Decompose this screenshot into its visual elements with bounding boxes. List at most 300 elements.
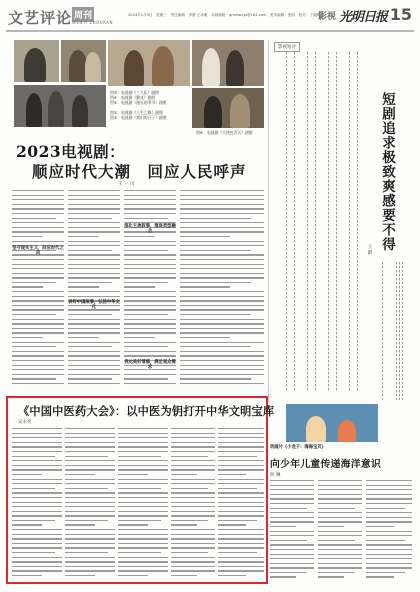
- right-article-body-1: [270, 480, 314, 584]
- text-line: [171, 520, 208, 521]
- text-line: [171, 469, 215, 470]
- text-line: [12, 222, 64, 223]
- text-line: [118, 479, 168, 480]
- text-line: [118, 451, 168, 452]
- text-line: [171, 437, 215, 438]
- text-line: [12, 374, 64, 375]
- text-line: [65, 529, 115, 530]
- text-line: [180, 360, 264, 361]
- text-line: [270, 531, 314, 532]
- text-line: [12, 365, 64, 366]
- text-line: [270, 544, 314, 545]
- text-line: [180, 323, 264, 324]
- text-line: [180, 309, 264, 310]
- text-line: [180, 365, 264, 366]
- text-line: [218, 469, 264, 470]
- text-line: [270, 498, 314, 499]
- text-line: [12, 552, 55, 553]
- text-line: [124, 259, 176, 260]
- text-line: [218, 492, 264, 493]
- text-line: [68, 277, 120, 278]
- text-line: [118, 552, 161, 553]
- text-line: [180, 190, 264, 191]
- text-line: [218, 474, 246, 475]
- text-line: [270, 512, 314, 513]
- text-line: [12, 446, 62, 447]
- text-line: [270, 576, 296, 577]
- text-line: [180, 369, 264, 370]
- text-line: [12, 547, 62, 548]
- text-line: [68, 296, 120, 297]
- text-line: [68, 342, 120, 343]
- text-line: [180, 218, 251, 219]
- text-line: [124, 300, 176, 301]
- text-line: [366, 508, 405, 509]
- text-line: [366, 535, 412, 536]
- text-line: [68, 254, 120, 255]
- text-line: [180, 300, 264, 301]
- text-line: [171, 433, 215, 434]
- text-line: [318, 544, 362, 545]
- page-number: 15: [389, 5, 412, 24]
- text-line: [270, 567, 314, 568]
- text-line: [68, 328, 120, 329]
- text-line: [218, 433, 264, 434]
- text-line: [118, 506, 168, 507]
- text-line: [270, 494, 314, 495]
- photo-caption: 图①：电视剧《人生之路》剧照: [110, 110, 163, 115]
- text-line: [118, 446, 168, 447]
- text-line: [318, 576, 344, 577]
- text-line: [68, 319, 120, 320]
- text-line: [124, 213, 176, 214]
- text-line: [12, 323, 64, 324]
- text-line: [171, 534, 215, 535]
- text-line: [270, 517, 314, 518]
- highlight-body-col-5: [218, 428, 264, 580]
- text-line: [118, 511, 168, 512]
- text-line: [171, 460, 215, 461]
- text-line: [12, 456, 55, 457]
- text-line: [171, 511, 215, 512]
- text-line: [124, 199, 176, 200]
- text-line: [124, 268, 176, 269]
- text-line: [68, 245, 120, 246]
- short-review-body-continued: [382, 262, 414, 400]
- text-line: [318, 485, 362, 486]
- text-line: [180, 199, 264, 200]
- photo-3: [14, 85, 106, 127]
- text-line: [171, 552, 208, 553]
- text-line: [366, 517, 412, 518]
- text-line: [12, 378, 56, 379]
- text-line: [366, 485, 412, 486]
- text-line: [124, 282, 168, 283]
- lead-subhead: 表达美好情感，满足观众需求: [124, 360, 176, 371]
- text-line: [180, 213, 264, 214]
- lead-subhead: 坚守现实主义，回应时代之问: [12, 246, 64, 257]
- text-line: [65, 428, 115, 429]
- text-line: [12, 433, 62, 434]
- text-line: [270, 554, 314, 555]
- text-line: [124, 305, 176, 306]
- text-line: [171, 488, 208, 489]
- cartoon-still: [286, 404, 378, 442]
- highlight-body-col-1: [12, 428, 62, 580]
- text-line: [65, 433, 115, 434]
- text-line: [12, 488, 55, 489]
- text-line: [12, 502, 62, 503]
- text-line: [180, 296, 264, 297]
- photo-1: [14, 40, 59, 82]
- text-line: [180, 245, 264, 246]
- text-line: [218, 456, 257, 457]
- text-line: [218, 497, 264, 498]
- text-line: [65, 561, 115, 562]
- text-line: [366, 494, 412, 495]
- text-line: [366, 558, 412, 559]
- short-review-body: [276, 52, 368, 392]
- text-line: [12, 561, 62, 562]
- text-line: [218, 552, 257, 553]
- text-line: [12, 442, 62, 443]
- text-line: [12, 204, 64, 205]
- text-line: [218, 511, 264, 512]
- text-line: [318, 503, 362, 504]
- text-line: [124, 309, 176, 310]
- text-line: [366, 576, 394, 577]
- text-line: [171, 456, 208, 457]
- text-line: [65, 437, 115, 438]
- text-line: [118, 524, 148, 525]
- text-line: [270, 508, 307, 509]
- highlight-body-col-4: [171, 428, 215, 580]
- text-line: [12, 575, 42, 576]
- text-line: [118, 437, 168, 438]
- text-line: [12, 286, 43, 287]
- text-line: [124, 286, 155, 287]
- text-line: [12, 259, 64, 260]
- text-line: [65, 460, 115, 461]
- text-line: [318, 535, 362, 536]
- text-line: [12, 231, 64, 232]
- text-line: [68, 195, 120, 196]
- text-line: [118, 502, 168, 503]
- text-line: [65, 446, 115, 447]
- text-line: [68, 360, 120, 361]
- text-line: [12, 469, 62, 470]
- text-line: [124, 328, 176, 329]
- photo-6: [192, 88, 264, 128]
- text-line: [180, 264, 264, 265]
- right-article-body-2: [318, 480, 362, 584]
- text-line: [180, 332, 264, 333]
- text-line: [270, 572, 307, 573]
- text-line: [12, 305, 64, 306]
- text-line: [124, 190, 176, 191]
- text-line: [180, 250, 251, 251]
- text-line: [12, 474, 42, 475]
- text-line: [124, 342, 176, 343]
- text-line: [366, 544, 412, 545]
- text-line: [118, 538, 168, 539]
- text-line: [270, 558, 314, 559]
- text-line: [12, 538, 62, 539]
- text-line: [366, 503, 412, 504]
- text-line: [118, 428, 168, 429]
- text-line: [218, 515, 264, 516]
- photo-caption: 图④：电视剧《繁花》剧照: [110, 95, 156, 101]
- text-line: [12, 236, 43, 237]
- text-line: [366, 554, 412, 555]
- text-line: [12, 199, 64, 200]
- text-line: [180, 282, 251, 283]
- text-line: [180, 259, 264, 260]
- text-line: [68, 273, 120, 274]
- text-line: [318, 494, 362, 495]
- text-line: [12, 218, 56, 219]
- text-line: [180, 286, 230, 287]
- text-line: [124, 291, 176, 292]
- text-line: [318, 521, 362, 522]
- text-line: [171, 446, 215, 447]
- text-line: [118, 460, 168, 461]
- text-line: [218, 566, 264, 567]
- text-line: [12, 291, 64, 292]
- right-article-kicker: 动画片《小龙子：海海宝贝》: [270, 445, 326, 450]
- text-line: [218, 446, 264, 447]
- short-review-author: 王 蔚: [367, 244, 372, 255]
- highlight-article-title: 《中国中医药大会》：以中医为钥打开中华文明宝库: [18, 404, 275, 418]
- text-line: [124, 323, 176, 324]
- text-line: [65, 469, 115, 470]
- text-line: [318, 567, 362, 568]
- text-line: [68, 286, 99, 287]
- text-line: [12, 460, 62, 461]
- text-line: [124, 250, 168, 251]
- text-line: [218, 529, 264, 530]
- text-line: [318, 572, 355, 573]
- text-line: [12, 208, 64, 209]
- text-line: [12, 479, 62, 480]
- highlight-article-byline: 吴永亮: [18, 420, 32, 425]
- text-line: [118, 534, 168, 535]
- text-line: [12, 328, 64, 329]
- right-article-byline: 何 琳: [270, 473, 281, 478]
- text-line: [65, 524, 95, 525]
- text-line: [124, 208, 176, 209]
- text-line: [118, 529, 168, 530]
- text-line: [12, 195, 64, 196]
- text-line: [12, 511, 62, 512]
- text-line: [65, 502, 115, 503]
- text-line: [12, 520, 55, 521]
- text-line: [68, 337, 99, 338]
- text-line: [180, 273, 264, 274]
- text-line: [180, 378, 251, 379]
- text-line: [218, 543, 264, 544]
- text-line: [218, 524, 246, 525]
- text-line: [12, 319, 64, 320]
- text-line: [12, 337, 43, 338]
- text-line: [68, 236, 99, 237]
- text-line: [218, 460, 264, 461]
- text-line: [118, 575, 148, 576]
- text-line: [12, 497, 62, 498]
- text-line: [68, 218, 112, 219]
- text-line: [180, 291, 264, 292]
- text-line: [180, 204, 264, 205]
- text-line: [68, 208, 120, 209]
- text-line: [65, 474, 95, 475]
- text-line: [180, 277, 264, 278]
- text-line: [171, 557, 215, 558]
- text-line: [318, 508, 355, 509]
- text-line: [366, 498, 412, 499]
- text-line: [124, 218, 168, 219]
- text-line: [218, 534, 264, 535]
- text-line: [68, 355, 120, 356]
- text-line: [118, 561, 168, 562]
- text-line: [180, 241, 264, 242]
- text-line: [124, 245, 176, 246]
- text-line: [12, 437, 62, 438]
- text-line: [118, 483, 168, 484]
- text-line: [124, 241, 176, 242]
- text-line: [180, 222, 264, 223]
- text-line: [218, 561, 264, 562]
- lead-byline: 王 一 川: [118, 182, 135, 187]
- text-line: [270, 485, 314, 486]
- text-line: [318, 512, 362, 513]
- text-line: [12, 190, 64, 191]
- text-line: [171, 547, 215, 548]
- text-line: [12, 570, 62, 571]
- photo-captions-right: [110, 110, 190, 120]
- photo-captions-left: [110, 90, 190, 106]
- text-line: [124, 273, 176, 274]
- text-line: [366, 563, 412, 564]
- text-line: [68, 190, 120, 191]
- text-line: [180, 319, 264, 320]
- text-line: [68, 259, 120, 260]
- text-line: [68, 291, 120, 292]
- text-line: [124, 383, 176, 384]
- text-line: [65, 456, 108, 457]
- section-tag: 周刊: [72, 7, 94, 22]
- text-line: [65, 511, 115, 512]
- text-line: [68, 268, 120, 269]
- text-line: [318, 531, 362, 532]
- text-line: [124, 332, 176, 333]
- section-name: 文艺评论: [8, 9, 73, 27]
- text-line: [171, 479, 215, 480]
- text-line: [366, 572, 405, 573]
- text-line: [12, 314, 56, 315]
- text-line: [318, 549, 362, 550]
- text-line: [12, 355, 64, 356]
- text-line: [68, 241, 120, 242]
- text-line: [218, 483, 264, 484]
- text-line: [171, 575, 197, 576]
- text-line: [12, 309, 64, 310]
- text-line: [171, 524, 197, 525]
- text-line: [68, 332, 120, 333]
- text-line: [12, 529, 62, 530]
- text-line: [180, 208, 264, 209]
- text-line: [12, 557, 62, 558]
- text-line: [65, 557, 115, 558]
- text-line: [318, 489, 362, 490]
- text-line: [218, 520, 257, 521]
- section-subtitle: WENYI ZHOUKAN: [72, 20, 113, 25]
- lead-body-col-2: [68, 190, 120, 390]
- text-line: [68, 231, 120, 232]
- text-line: [118, 570, 168, 571]
- lead-subhead: 深化主流叙事，推进类型融合: [124, 224, 176, 235]
- text-line: [171, 492, 215, 493]
- text-line: [180, 254, 264, 255]
- text-line: [118, 520, 161, 521]
- text-line: [124, 277, 176, 278]
- text-line: [12, 241, 64, 242]
- text-line: [270, 535, 314, 536]
- text-line: [12, 227, 64, 228]
- text-line: [65, 515, 115, 516]
- text-line: [12, 543, 62, 544]
- text-line: [270, 540, 307, 541]
- text-line: [218, 575, 246, 576]
- text-line: [180, 314, 251, 315]
- text-line: [12, 451, 62, 452]
- text-line: [270, 503, 314, 504]
- text-line: [68, 383, 120, 384]
- text-line: [366, 531, 412, 532]
- text-line: [218, 479, 264, 480]
- text-line: [180, 268, 264, 269]
- text-line: [218, 437, 264, 438]
- text-line: [366, 480, 412, 481]
- text-line: [171, 451, 215, 452]
- text-line: [171, 474, 197, 475]
- text-line: [12, 282, 56, 283]
- text-line: [218, 451, 264, 452]
- text-line: [118, 442, 168, 443]
- text-line: [270, 480, 314, 481]
- text-line: [65, 488, 108, 489]
- text-line: [12, 300, 64, 301]
- text-line: [68, 323, 120, 324]
- text-line: [12, 273, 64, 274]
- text-line: [118, 492, 168, 493]
- text-line: [68, 346, 112, 347]
- text-line: [218, 538, 264, 539]
- text-line: [65, 575, 95, 576]
- text-line: [171, 515, 215, 516]
- text-line: [180, 227, 264, 228]
- text-line: [270, 549, 314, 550]
- text-line: [118, 557, 168, 558]
- text-line: [218, 465, 264, 466]
- text-line: [171, 529, 215, 530]
- text-line: [171, 561, 215, 562]
- photo-caption: 图⑥：电视剧《大侠包青天》剧照: [196, 130, 253, 135]
- highlight-body-col-3: [118, 428, 168, 580]
- text-line: [270, 489, 314, 490]
- text-line: [124, 374, 176, 375]
- text-line: [68, 213, 120, 214]
- text-line: [218, 428, 264, 429]
